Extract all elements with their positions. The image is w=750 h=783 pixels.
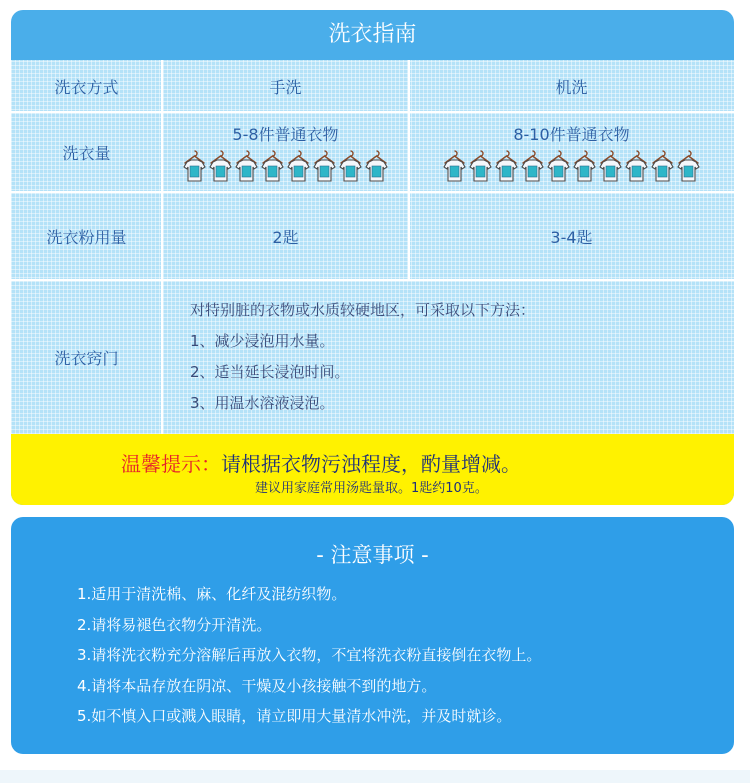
- bottom-band: [0, 770, 750, 783]
- tip-item: 2、适当延长浸泡时间。: [190, 363, 350, 381]
- notes-list: [77, 579, 541, 732]
- shirt-hanger-icon: [573, 149, 596, 183]
- warm-tip-label: 温馨提示：: [121, 452, 221, 476]
- tips-label: 洗衣窍门: [54, 348, 119, 368]
- shirt-hanger-icon: [599, 149, 622, 183]
- hand-load-text: 5-8件普通衣物: [232, 124, 339, 144]
- tip-item: 1、减少浸泡用水量。: [190, 332, 335, 350]
- shirt-hanger-icon: [235, 149, 258, 183]
- note-item: 3.请将洗衣粉充分溶解后再放入衣物，不宜将洗衣粉直接倒在衣物上。: [77, 646, 542, 664]
- shirt-hanger-icon: [313, 149, 336, 183]
- column-divider: [161, 60, 163, 434]
- method-label: 洗衣方式: [54, 77, 119, 97]
- tips-intro: 对特别脏的衣物或水质较硬地区，可采取以下方法：: [190, 301, 536, 319]
- column-divider: [408, 60, 410, 280]
- warm-tip-main-line: [121, 448, 521, 477]
- shirt-hanger-icon: [443, 149, 466, 183]
- hand-wash-header: 手洗: [269, 77, 302, 97]
- shirt-hanger-icon: [469, 149, 492, 183]
- shirt-hanger-icon: [521, 149, 544, 183]
- machine-clothes-icons: [443, 149, 700, 183]
- note-item: 4.请将本品存放在阴凉、干燥及小孩接触不到的地方。: [77, 676, 437, 695]
- warm-tip-subtext: 建议用家庭常用汤匙量取。1匙约10克。: [255, 481, 488, 496]
- warm-tip-text: 请根据衣物污浊程度，酌量增减。: [221, 452, 521, 476]
- shirt-hanger-icon: [365, 149, 388, 183]
- shirt-hanger-icon: [261, 149, 284, 183]
- guide-table: [11, 60, 734, 434]
- shirt-hanger-icon: [547, 149, 570, 183]
- notes-title: - 注意事项 -: [316, 543, 429, 567]
- note-item: 1.适用于清洗棉、麻、化纤及混纺织物。: [77, 585, 347, 603]
- row-divider: [11, 111, 734, 113]
- shirt-hanger-icon: [339, 149, 362, 183]
- row-divider: [11, 279, 734, 281]
- shirt-hanger-icon: [677, 149, 700, 183]
- machine-wash-header: 机洗: [555, 77, 588, 97]
- shirt-hanger-icon: [183, 149, 206, 183]
- guide-title: 洗衣指南: [328, 22, 417, 47]
- machine-load-cell: [409, 112, 734, 192]
- tips-list: [162, 280, 734, 434]
- load-label: 洗衣量: [62, 143, 111, 163]
- note-item: 2.请将易褪色衣物分开清洗。: [77, 615, 272, 634]
- shirt-hanger-icon: [495, 149, 518, 183]
- row-divider: [11, 191, 734, 193]
- laundry-guide-card: [11, 10, 734, 505]
- machine-load-text: 8-10件普通衣物: [513, 124, 630, 144]
- shirt-hanger-icon: [209, 149, 232, 183]
- shirt-hanger-icon: [287, 149, 310, 183]
- hand-powder-amount: 2匙: [272, 227, 299, 247]
- powder-label: 洗衣粉用量: [46, 227, 127, 247]
- notes-card: [11, 517, 734, 754]
- warm-tip-strip: [11, 434, 734, 505]
- note-item: 5.如不慎入口或溅入眼睛，请立即用大量清水冲洗，并及时就诊。: [77, 707, 512, 725]
- machine-powder-amount: 3-4匙: [550, 227, 593, 247]
- shirt-hanger-icon: [651, 149, 674, 183]
- hand-load-cell: [162, 112, 409, 192]
- tip-item: 3、用温水溶液浸泡。: [190, 394, 335, 412]
- hand-clothes-icons: [183, 149, 388, 183]
- shirt-hanger-icon: [625, 149, 648, 183]
